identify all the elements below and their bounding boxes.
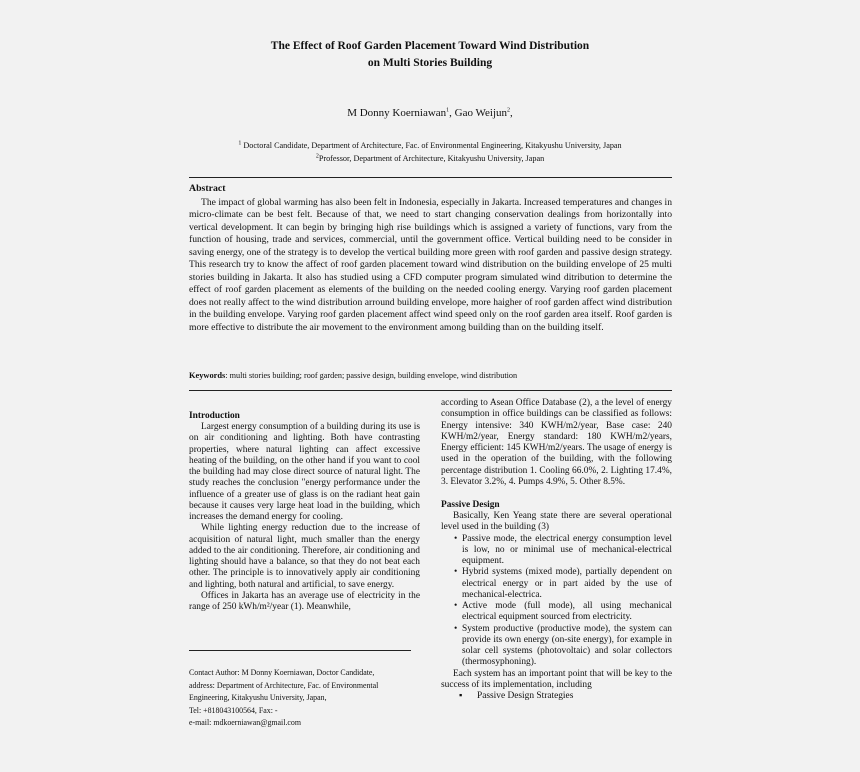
list-item: • Passive mode, the electrical energy consumption level is low, no or minimal use of mechanical-electrical equipment.: [454, 533, 672, 566]
title-line-2: on Multi Stories Building: [367, 57, 493, 69]
affiliation-1-text: Doctoral Candidate, Department of Architecture, Fac. of Environmental Engineering, Kitakyushu University, Japan: [241, 141, 622, 150]
keywords-line: [189, 371, 672, 380]
introduction-heading: Introduction: [189, 411, 240, 421]
list-item: • Hybrid systems (mixed mode), partially dependent on electrical energy or in part aided by the use of mechanical-electrica.: [454, 567, 672, 600]
abstract-section: [189, 183, 672, 334]
footnote-line-4: Tel: +818043100564, Fax: -: [189, 705, 278, 715]
author-tail: ,: [510, 107, 513, 119]
list-item: • Active mode (full mode), all using mechanical electrical equipment sourced from electricity.: [454, 601, 672, 623]
affiliation-2-mark: 2: [315, 153, 319, 160]
passive-design-intro: Basically, Ken Yeang state there are several operational level used in the building (3): [441, 511, 672, 533]
energy-paragraph: according to Asean Office Database (2), a the level of energy consumption in office buildings can be classified as follows: Energy intensive: 340 KWH/m2/year, Base case: 240 KWH/m2/year, Energy standard: 180 KWH/m2/years, Energy efficient: 145 KWH/m2/years. The usage of energy is used in the operation of the building, with the following percentage distribution 1. Cooling 66.0%, 2. Lighting 17.4%, 3. Elevator 3.2%, 4. Pumps 4.9%, 5. Other 8.5%.: [441, 398, 672, 487]
intro-paragraph-2: While lighting energy reduction due to the increase of acquisition of natural light, much smaller than the energy added to the air conditioning. Therefore, air conditioning and lighting should have a balance, so that they do not beat each other. The principle is to innovatively apply air conditioning and lighting, both natural and artificial, to save energy.: [189, 523, 420, 590]
sub-list-item-text: Passive Design Strategies: [477, 691, 574, 701]
footnote-line-1: Contact Author: M Donny Koerniawan, Doctor Candidate,: [189, 668, 375, 677]
abstract-text: The impact of global warming has also been felt in Indonesia, especially in Jakarta. Increased temperatures and changes in micro-climate can be best felt. Because of that, we need to start changing conservation dealings from horizontally into vertical development. It can begin by bringing high rise buildings which is assigned a variety of functions, vary from the function of housing, trade and services, commercial, until the government office. Vertical building need to be consider in saving energy, one of the strategy is to develop the vertical building more green with roof garden and passive design strategy. This research try to know the affect of roof garden placement toward wind distribution on the building envelope of 25 multi stories building in Jakarta. It also has studied using a CFD computer program simulated wind ditribution to determine the effect of roof garden placement as elements of the building on the needed cooling energy. Varying roof garden placement does not really affect to the wind distribution arround building envelope, more haigher of roof garden affect wind distribution in the building envelope. Varying roof garden placement affect wind speed only on the roof garden area itself. Roof garden is more effective to distribute the air movement to the environment among building than on the building itself.: [189, 196, 672, 333]
author-1: M Donny Koerniawan: [347, 107, 447, 119]
footnote-line-3: Engineering, Kitakyushu University, Japan,: [189, 693, 327, 703]
footnote-line-2: address: Department of Architecture, Fac. of Environmental: [189, 680, 379, 690]
abstract-heading: Abstract: [189, 183, 226, 194]
bullet-icon: •: [454, 567, 458, 578]
author-1-mark: 1: [446, 107, 450, 114]
bullet-icon: •: [454, 533, 458, 544]
square-bullet-icon: ▪: [459, 691, 463, 701]
operation-mode-list: [441, 534, 672, 669]
left-column: [189, 410, 420, 613]
keywords-label: Keywords: [189, 371, 226, 380]
footnote-line-5: e-mail: mdkoerniawan@gmail.com: [189, 718, 302, 728]
system-key-paragraph: Each system has an important point that will be key to the success of its implementation, including: [441, 668, 672, 690]
list-item: • System productive (productive mode), the system can provide its own energy (on-site energy), for example in solar cell systems (photovoltaic) and solar collectors (thermosyphoning).: [454, 623, 672, 668]
rule-bottom: [189, 390, 672, 391]
bullet-icon: •: [454, 623, 458, 634]
right-column: [441, 398, 672, 702]
author-2-mark: 2: [507, 107, 511, 114]
paper-title: [0, 38, 860, 72]
intro-paragraph-1: Largest energy consumption of a building during its use is on air conditioning and lighting. Both have contrasting properties, where natural lighting can affect excessive heating of the building, on the other hand if you want to cool the building had may close direct source of natural light. The study reaches the conclusion "energy performance under the influence of a greater use of glass is on the radiant heat gain because it causes very large heat load in the building, which increases the demand energy for cooling.: [189, 422, 420, 522]
author-2: Gao Weijun: [454, 107, 508, 119]
passive-design-heading: Passive Design: [441, 500, 500, 510]
affiliation-2: [0, 152, 860, 165]
title-line-1: The Effect of Roof Garden Placement Toward Wind Distribution: [270, 40, 590, 52]
affiliation-1: [0, 139, 860, 152]
keywords-text: : multi stories building; roof garden; passive design, building envelope, wind distribution: [225, 371, 518, 380]
author-list: [0, 107, 860, 119]
sub-list-item: [441, 691, 672, 702]
bullet-icon: •: [454, 601, 458, 611]
affiliation-2-text: Professor, Department of Architecture, Kitakyushu University, Japan: [318, 154, 545, 163]
affiliations: [0, 139, 860, 165]
footnote-rule: [189, 650, 411, 651]
author-separator: ,: [449, 107, 455, 119]
affiliation-1-mark: 1: [238, 140, 242, 147]
contact-footnote: [189, 667, 429, 730]
rule-top: [189, 177, 672, 178]
intro-paragraph-3: Offices in Jakarta has an average use of electricity in the range of 250 kWh/m²/year (1). Meanwhile,: [189, 590, 420, 612]
